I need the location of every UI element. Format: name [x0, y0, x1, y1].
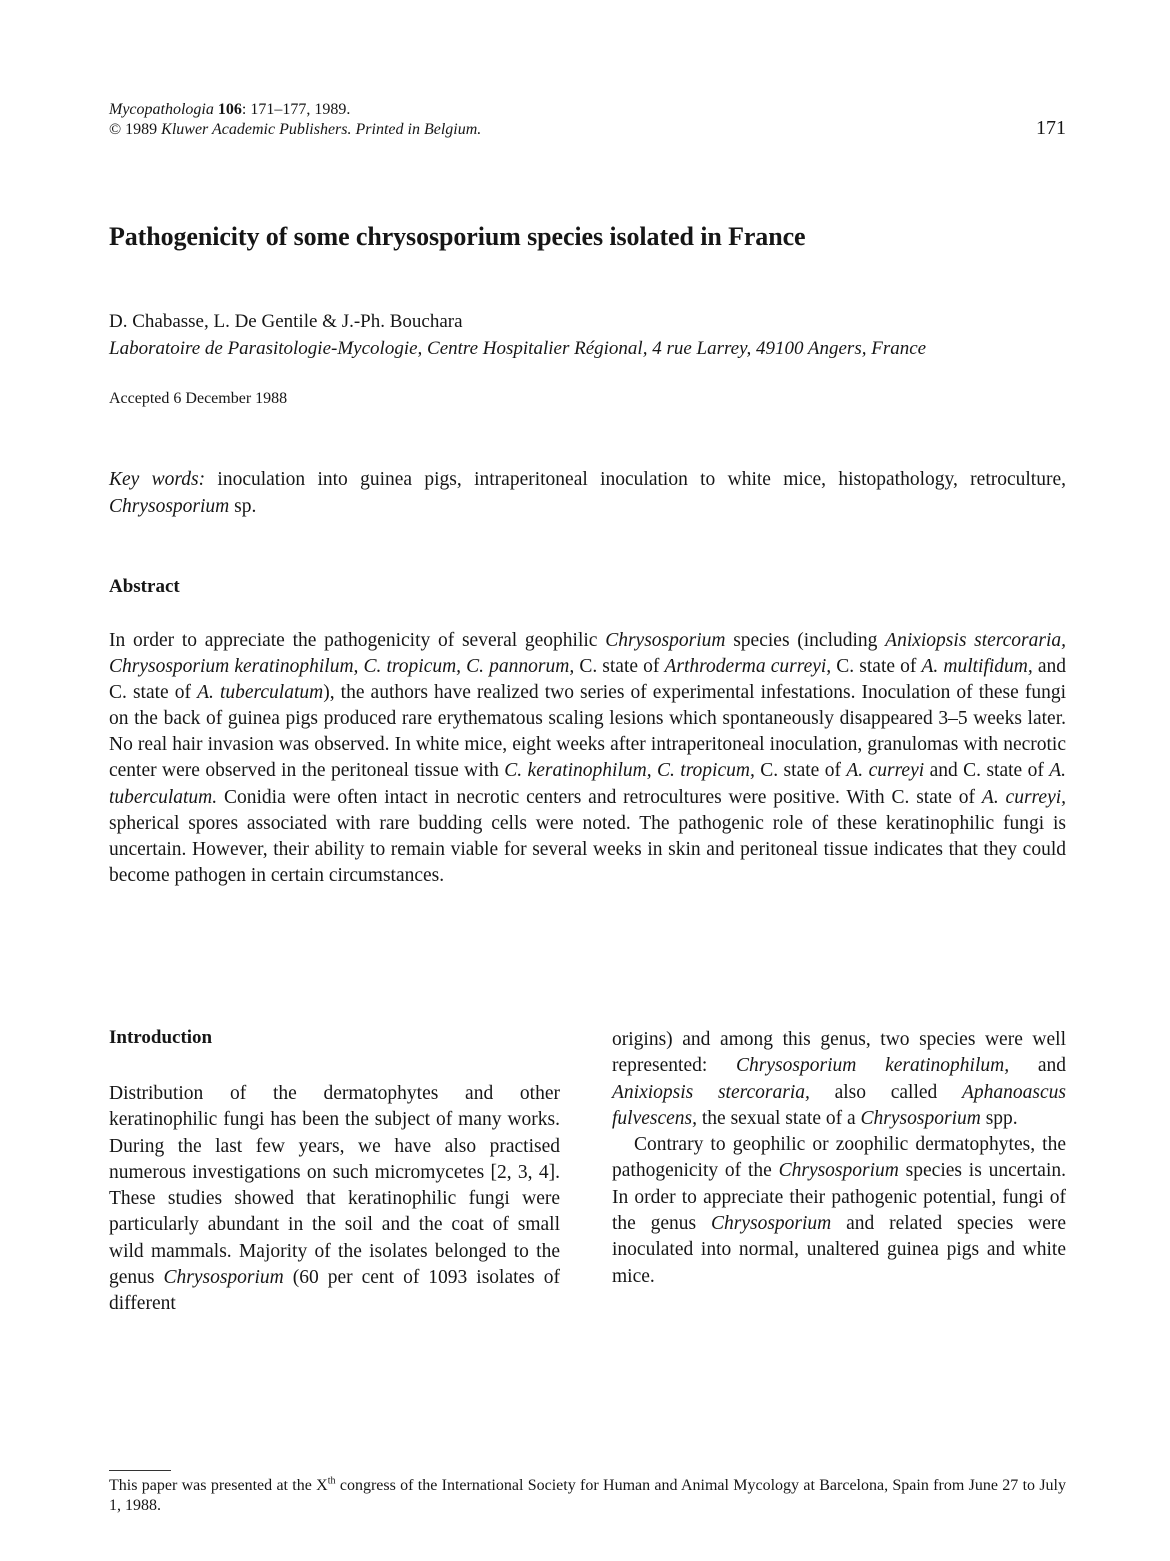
accepted-date: Accepted 6 December 1988 [109, 390, 288, 407]
intro-italic: Chrysosporium [778, 1160, 899, 1182]
intro-text: origins) and among this genus, two species were well represented: [612, 1029, 1066, 1077]
abstract-text: species (including [733, 630, 878, 651]
copyright-line [109, 120, 481, 140]
keywords [109, 466, 1066, 520]
abstract-text: In order to appreciate the pathogenicity of several geophilic [109, 630, 598, 651]
journal-citation [109, 100, 481, 120]
copyright-symbol: © [109, 121, 122, 138]
intro-text: Distribution of the dermatophytes and other keratinophilic fungi has been the subject of many works. During the last few years, we have also practised numerous investigations on such micromycetes [2, 3, 4]. These studies showed that keratinophilic fungi were particularly abundant in the soil and the coat of small wild mammals. Majority of the isolates belonged to the genus [109, 1083, 560, 1289]
intro-italic: Chrysosporium [711, 1213, 832, 1235]
footnote-superscript: th [327, 1475, 336, 1487]
intro-italic: Aphanoascus fulvescens, [612, 1081, 1066, 1129]
intro-italic: Anixiopsis stercoraria, [612, 1081, 810, 1103]
intro-text: and [1037, 1055, 1066, 1077]
introduction-heading: Introduction [109, 1027, 213, 1048]
footnote-text: congress of the International Society for Human and Animal Mycology at Barcelona, Spain from June 27 to July 1, 1988. [109, 1477, 1067, 1514]
abstract-italic: C. keratinophilum, C. tropicum, [504, 760, 755, 782]
intro-text: (60 per cent of 1093 isolates of different [109, 1267, 560, 1315]
abstract-text: C. state of [836, 656, 917, 678]
page-number: 171 [1036, 117, 1066, 139]
journal-pages-year: : 171–177, 1989. [241, 101, 351, 118]
publisher: Kluwer Academic Publishers. Printed in Belgium. [161, 121, 482, 138]
introduction-right-column [612, 1027, 1066, 1290]
intro-paragraph [612, 1132, 1066, 1290]
intro-italic: Chrysosporium [860, 1107, 981, 1129]
abstract-body [109, 628, 1066, 889]
abstract-text: C. state of [579, 656, 660, 678]
abstract-italic: Chrysosporium [605, 630, 726, 651]
intro-paragraph [109, 1081, 560, 1318]
abstract-italic: A. curreyi, [981, 786, 1067, 808]
abstract-text: C. state of [760, 760, 841, 782]
article-title: Pathogenicity of some chrysosporium species isolated in France [109, 222, 806, 251]
journal-name: Mycopathologia [109, 101, 214, 118]
intro-text: species is uncertain. In order to appreciate their pathogenic potential, fungi of the genus [612, 1160, 1066, 1235]
footnote-rule [109, 1470, 171, 1471]
footnote [109, 1476, 1066, 1516]
intro-text: and related species were inoculated into normal, unaltered guinea pigs and white mice. [612, 1213, 1067, 1287]
intro-italic: Chrysosporium [163, 1267, 284, 1289]
abstract-italic: A. tuberculatum [197, 682, 324, 704]
intro-text: the sexual state of a [701, 1107, 856, 1129]
authors: D. Chabasse, L. De Gentile & J.-Ph. Bouchara [109, 311, 463, 332]
intro-text: spp. [985, 1107, 1018, 1129]
intro-text: Contrary to geophilic or zoophilic dermatophytes, the pathogenicity of the [612, 1134, 1066, 1182]
copyright-year: 1989 [125, 121, 158, 138]
abstract-text: ), the authors have realized two series of experimental infestations. Inoculation of these fungi on the back of guinea pigs produced rare erythematous scaling lesions which spontaneously disappeared 3–5 weeks later. No real hair invasion was observed. In white mice, eight weeks after intraperitoneal inoculation, granulomas with necrotic center were observed in the peritoneal tissue with [109, 682, 1067, 782]
keywords-text: inoculation into guinea pigs, intraperitoneal inoculation to white mice, histopathology, retroculture, [217, 469, 1066, 490]
keywords-tail: sp. [234, 496, 257, 517]
affiliation: Laboratoire de Parasitologie-Mycologie, Centre Hospitalier Régional, 4 rue Larrey, 49100 Angers, France [109, 338, 927, 359]
abstract-italic: Anixiopsis stercoraria, Chrysosporium keratinophilum, C. tropicum, C. pannorum, [109, 630, 1067, 678]
abstract-heading: Abstract [109, 576, 180, 597]
intro-italic: Chrysosporium keratinophilum, [736, 1055, 1010, 1077]
abstract-italic: A. tuberculatum. [109, 760, 1067, 808]
abstract-text: spherical spores associated with rare budding cells were noted. The pathogenic role of these keratinophilic fungi is uncertain. However, their ability to remain viable for several weeks in skin and peritoneal tissue indicates that they could become pathogen in certain circumstances. [109, 812, 1066, 886]
abstract-text: and C. state of [109, 656, 1067, 704]
abstract-italic: A. multifidum, [921, 656, 1033, 678]
keywords-label: Key words: [109, 469, 206, 490]
abstract-italic: Arthroderma curreyi, [664, 656, 832, 678]
intro-paragraph [612, 1027, 1066, 1132]
abstract-text: and C. state of [929, 760, 1044, 782]
abstract-italic: A. curreyi [846, 760, 925, 782]
intro-text: also called [834, 1081, 938, 1103]
introduction-left-column [109, 1081, 560, 1318]
footnote-text: This paper was presented at the X [109, 1477, 328, 1494]
keywords-genus: Chrysosporium [109, 496, 230, 517]
abstract-text: Conidia were often intact in necrotic centers and retrocultures were positive. With C. state of [224, 786, 976, 808]
journal-header [109, 100, 481, 140]
journal-volume: 106 [217, 101, 242, 118]
